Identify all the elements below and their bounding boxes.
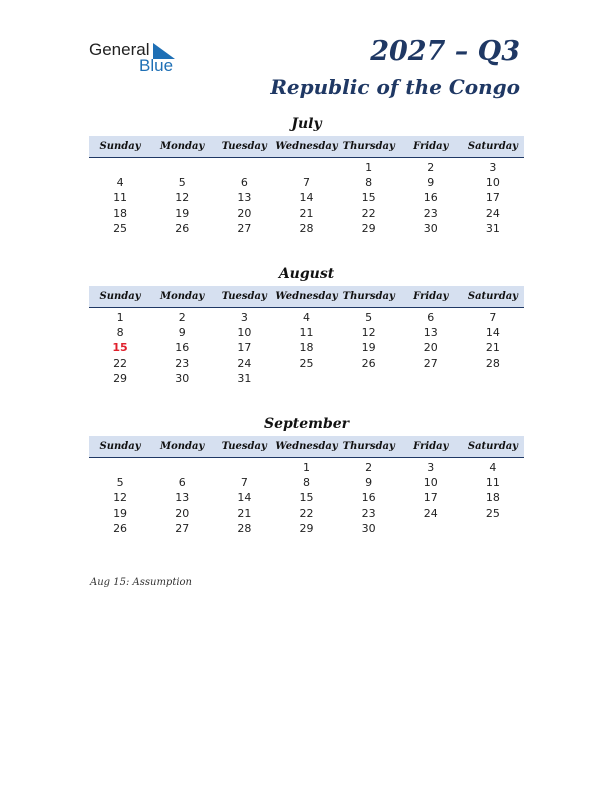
empty-day-cell <box>151 160 213 175</box>
day-cell: 10 <box>237 326 252 340</box>
empty-day-cell <box>89 160 151 175</box>
weekday-label: Sunday <box>99 291 141 302</box>
day-cell: 3 <box>427 461 435 474</box>
weekday-label: Thursday <box>342 291 395 302</box>
day-cell: 25 <box>113 221 128 235</box>
day-cell: 31 <box>485 221 500 235</box>
day-cell: 15 <box>112 341 128 355</box>
day-cell: 23 <box>361 506 376 520</box>
day-cell: 16 <box>361 491 376 505</box>
day-cell: 18 <box>113 206 128 220</box>
day-cell: 28 <box>237 521 252 535</box>
day-cell: 21 <box>485 341 500 355</box>
day-cell: 5 <box>116 476 124 490</box>
day-cell: 4 <box>302 311 310 324</box>
day-cell: 20 <box>237 206 252 220</box>
holiday-note: Aug 15: Assumption <box>90 577 193 588</box>
day-cell: 4 <box>489 461 497 474</box>
day-cell: 31 <box>237 371 252 385</box>
day-cell: 29 <box>113 371 128 385</box>
weekday-label: Monday <box>160 141 205 152</box>
day-cell: 4 <box>116 176 124 190</box>
month-name: July <box>291 116 322 132</box>
empty-day-cell <box>275 160 337 175</box>
day-cell: 26 <box>361 356 376 370</box>
weekday-label: Friday <box>413 141 449 152</box>
day-cell: 8 <box>302 476 310 490</box>
day-cell: 12 <box>361 326 376 340</box>
day-cell: 27 <box>423 356 438 370</box>
day-cell: 11 <box>113 191 128 205</box>
weekday-label: Friday <box>413 441 449 452</box>
day-cell: 17 <box>485 191 500 205</box>
month-name: August <box>278 266 335 282</box>
day-cell: 30 <box>423 221 438 235</box>
day-cell: 23 <box>423 206 438 220</box>
day-cell: 13 <box>423 326 438 340</box>
day-cell: 23 <box>175 356 190 370</box>
day-cell: 1 <box>302 461 310 474</box>
weekday-label: Monday <box>160 291 205 302</box>
empty-day-cell <box>338 371 400 386</box>
day-cell: 10 <box>423 476 438 490</box>
weekday-label: Friday <box>413 291 449 302</box>
weekday-label: Sunday <box>99 141 141 152</box>
weekday-label: Tuesday <box>221 291 267 302</box>
day-cell: 13 <box>175 491 190 505</box>
empty-day-cell <box>462 521 524 536</box>
weekday-label: Tuesday <box>221 141 267 152</box>
day-cell: 3 <box>489 161 497 174</box>
day-cell: 29 <box>299 521 314 535</box>
day-cell: 17 <box>423 491 438 505</box>
weekday-label: Monday <box>160 441 205 452</box>
day-cell: 10 <box>485 176 500 190</box>
weekday-label: Wednesday <box>275 441 338 452</box>
day-cell: 8 <box>365 176 373 190</box>
day-cell: 11 <box>485 476 500 490</box>
day-cell: 11 <box>299 326 314 340</box>
empty-day-cell <box>400 371 462 386</box>
day-cell: 21 <box>237 506 252 520</box>
page-title: 2027 – Q3 <box>370 36 520 67</box>
day-cell: 21 <box>299 206 314 220</box>
day-cell: 24 <box>237 356 252 370</box>
day-cell: 30 <box>361 521 376 535</box>
logo-word-blue: Blue <box>139 56 174 75</box>
day-cell: 20 <box>423 341 438 355</box>
day-cell: 1 <box>365 161 373 174</box>
month-calendar <box>89 416 524 536</box>
empty-day-cell <box>462 371 524 386</box>
day-cell: 12 <box>113 491 128 505</box>
day-cell: 7 <box>240 476 248 490</box>
day-cell: 26 <box>113 521 128 535</box>
day-cell: 6 <box>240 176 248 190</box>
day-cell: 22 <box>299 506 314 520</box>
day-cell: 16 <box>175 341 190 355</box>
day-cell: 15 <box>361 191 376 205</box>
weekday-header <box>89 286 524 308</box>
country-subtitle: Republic of the Congo <box>270 75 520 99</box>
day-cell: 25 <box>299 356 314 370</box>
day-cell: 24 <box>485 206 500 220</box>
weekday-header <box>89 136 524 158</box>
month-calendar <box>89 266 524 386</box>
day-cell: 13 <box>237 191 252 205</box>
day-cell: 22 <box>361 206 376 220</box>
empty-day-cell <box>89 460 151 475</box>
day-cell: 9 <box>427 176 435 190</box>
weekday-label: Tuesday <box>221 441 267 452</box>
day-cell: 28 <box>485 356 500 370</box>
day-cell: 9 <box>178 326 186 340</box>
weekday-label: Saturday <box>467 141 518 152</box>
day-grid <box>89 310 524 386</box>
day-cell: 2 <box>427 161 435 174</box>
logo-word-general: General <box>89 40 150 59</box>
day-cell: 29 <box>361 221 376 235</box>
day-cell: 8 <box>116 326 124 340</box>
weekday-label: Wednesday <box>275 291 338 302</box>
day-cell: 1 <box>116 311 124 324</box>
day-cell: 26 <box>175 221 190 235</box>
day-cell: 22 <box>113 356 128 370</box>
day-cell: 5 <box>178 176 186 190</box>
day-cell: 2 <box>365 461 373 474</box>
day-cell: 14 <box>237 491 252 505</box>
weekday-label: Thursday <box>342 441 395 452</box>
day-cell: 2 <box>178 311 186 324</box>
day-cell: 3 <box>240 311 248 324</box>
day-cell: 9 <box>365 476 373 490</box>
generalblue-logo <box>89 40 189 76</box>
empty-day-cell <box>151 460 213 475</box>
empty-day-cell <box>275 371 337 386</box>
day-cell: 28 <box>299 221 314 235</box>
empty-day-cell <box>213 160 275 175</box>
weekday-label: Saturday <box>467 291 518 302</box>
day-grid <box>89 160 524 236</box>
day-grid <box>89 460 524 536</box>
empty-day-cell <box>213 460 275 475</box>
day-cell: 12 <box>175 191 190 205</box>
day-cell: 7 <box>489 311 497 324</box>
weekday-label: Wednesday <box>275 141 338 152</box>
day-cell: 7 <box>302 176 310 190</box>
day-cell: 25 <box>485 506 500 520</box>
day-cell: 16 <box>423 191 438 205</box>
day-cell: 15 <box>299 491 314 505</box>
day-cell: 19 <box>361 341 376 355</box>
weekday-label: Saturday <box>467 441 518 452</box>
weekday-label: Thursday <box>342 141 395 152</box>
day-cell: 6 <box>427 311 435 324</box>
day-cell: 14 <box>299 191 314 205</box>
day-cell: 14 <box>485 326 500 340</box>
day-cell: 27 <box>175 521 190 535</box>
day-cell: 17 <box>237 341 252 355</box>
day-cell: 6 <box>178 476 186 490</box>
weekday-label: Sunday <box>99 441 141 452</box>
month-name: September <box>263 416 350 432</box>
empty-day-cell <box>400 521 462 536</box>
day-cell: 24 <box>423 506 438 520</box>
day-cell: 27 <box>237 221 252 235</box>
day-cell: 30 <box>175 371 190 385</box>
month-calendar <box>89 116 524 236</box>
day-cell: 18 <box>485 491 500 505</box>
day-cell: 19 <box>175 206 190 220</box>
day-cell: 19 <box>113 506 128 520</box>
day-cell: 18 <box>299 341 314 355</box>
day-cell: 5 <box>365 311 373 324</box>
day-cell: 20 <box>175 506 190 520</box>
weekday-header <box>89 436 524 458</box>
